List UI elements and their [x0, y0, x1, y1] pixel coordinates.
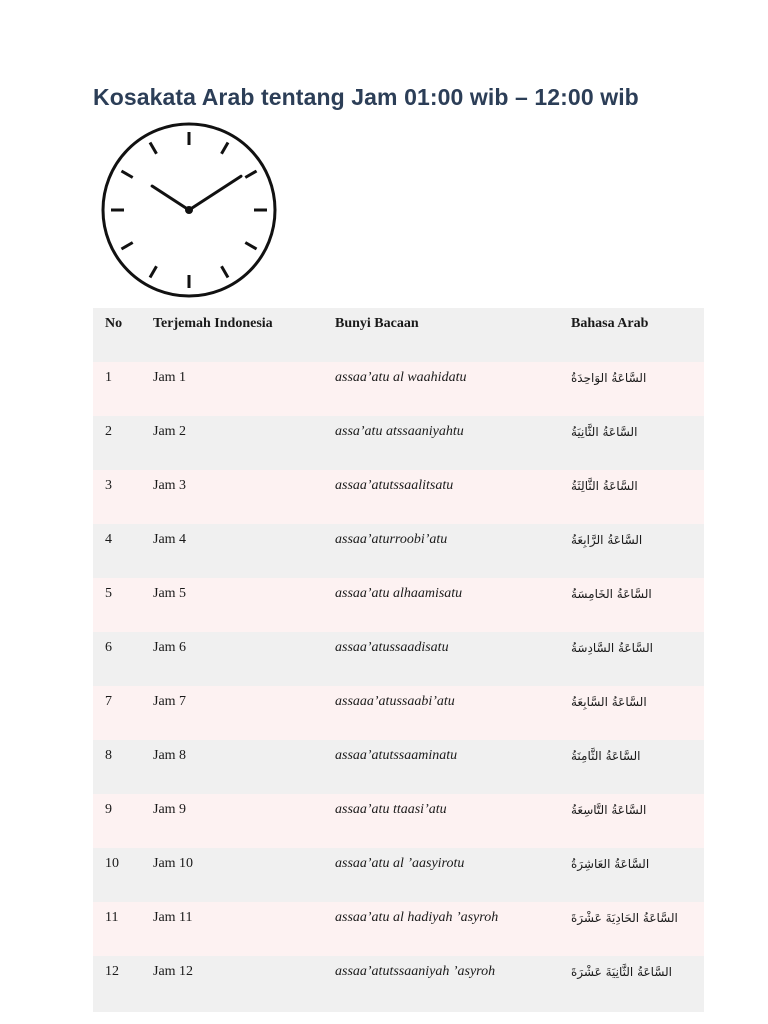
- cell-bunyi-bacaan: assaa’atu al waahidatu: [335, 370, 467, 385]
- cell-terjemah-indonesia: Jam 9: [153, 802, 187, 817]
- cell-bahasa-arab: السَّاعَةُ الثَّانِيَةُ: [571, 425, 638, 439]
- cell-no: 2: [105, 424, 112, 439]
- cell-no: 6: [105, 640, 112, 655]
- cell-bunyi-bacaan: assaa’atu alhaamisatu: [335, 586, 463, 601]
- header-bunyi-bacaan: Bunyi Bacaan: [335, 316, 419, 331]
- cell-bahasa-arab: السَّاعَةُ السَّادِسَةُ: [571, 641, 653, 655]
- cell-bunyi-bacaan: assa’atu atssaaniyahtu: [335, 424, 464, 439]
- cell-terjemah-indonesia: Jam 11: [153, 910, 193, 925]
- cell-terjemah-indonesia: Jam 2: [153, 424, 187, 439]
- cell-bunyi-bacaan: assaa’atu ttaasi’atu: [335, 802, 447, 817]
- table-row: [93, 740, 704, 794]
- cell-no: 3: [105, 478, 112, 493]
- cell-bahasa-arab: السَّاعَةُ السَّابِعَةُ: [571, 695, 647, 709]
- cell-no: 12: [105, 964, 119, 979]
- cell-bunyi-bacaan: assaa’atutssaalitsatu: [335, 478, 454, 493]
- page-title: Kosakata Arab tentang Jam 01:00 wib – 12:00 wib: [93, 84, 639, 110]
- table-row: [93, 578, 704, 632]
- cell-no: 8: [105, 748, 112, 763]
- table-row: [93, 794, 704, 848]
- cell-bahasa-arab: السَّاعَةُ التَّاسِعَةُ: [571, 803, 647, 817]
- table-row: [93, 632, 704, 686]
- cell-bunyi-bacaan: assaa’aturroobi’atu: [335, 532, 448, 547]
- cell-no: 7: [105, 694, 112, 709]
- cell-bahasa-arab: السَّاعَةُ الخَامِسَةُ: [571, 587, 652, 601]
- cell-bahasa-arab: السَّاعَةُ العَاشِرَةُ: [571, 857, 650, 871]
- cell-bahasa-arab: السَّاعَةُ الثَّالِثَةُ: [571, 479, 638, 493]
- cell-no: 10: [105, 856, 119, 871]
- cell-terjemah-indonesia: Jam 7: [153, 694, 187, 709]
- table-row: [93, 362, 704, 416]
- cell-terjemah-indonesia: Jam 8: [153, 748, 187, 763]
- cell-bahasa-arab: السَّاعَةُ الحَادِيَةَ عَشْرَةَ: [571, 911, 678, 925]
- table-row: [93, 524, 704, 578]
- cell-bunyi-bacaan: assaa’atu al ’aasyirotu: [335, 856, 465, 871]
- cell-no: 4: [105, 532, 112, 547]
- table-row: [93, 416, 704, 470]
- cell-terjemah-indonesia: Jam 10: [153, 856, 194, 871]
- cell-no: 9: [105, 802, 112, 817]
- header-bahasa-arab: Bahasa Arab: [571, 316, 649, 331]
- cell-terjemah-indonesia: Jam 12: [153, 964, 194, 979]
- cell-terjemah-indonesia: Jam 6: [153, 640, 187, 655]
- cell-bunyi-bacaan: assaaa’atussaabi’atu: [335, 694, 455, 709]
- cell-no: 11: [105, 910, 119, 925]
- cell-bahasa-arab: السَّاعَةُ الثَّانِيَةَ عَشْرَةَ: [571, 965, 673, 979]
- cell-bahasa-arab: السَّاعَةُ الوَاحِدَةُ: [571, 371, 647, 385]
- cell-bunyi-bacaan: assaa’atutssaaniyah ’asyroh: [335, 964, 496, 979]
- cell-terjemah-indonesia: Jam 1: [153, 370, 187, 385]
- clock-face: [103, 124, 275, 296]
- cell-terjemah-indonesia: Jam 5: [153, 586, 187, 601]
- cell-terjemah-indonesia: Jam 3: [153, 478, 187, 493]
- table-row: [93, 686, 704, 740]
- cell-terjemah-indonesia: Jam 4: [153, 532, 187, 547]
- table-row: [93, 902, 704, 956]
- table-row: [93, 848, 704, 902]
- table-body: [93, 362, 704, 1012]
- cell-bunyi-bacaan: assaa’atussaadisatu: [335, 640, 449, 655]
- header-terjemah-indonesia: Terjemah Indonesia: [153, 316, 273, 331]
- vocabulary-table-container: [93, 308, 704, 1012]
- cell-bunyi-bacaan: assaa’atutssaaminatu: [335, 748, 458, 763]
- table-row: [93, 470, 704, 524]
- table-header-row: [93, 308, 704, 362]
- cell-bunyi-bacaan: assaa’atu al hadiyah ’asyroh: [335, 910, 499, 925]
- cell-no: 1: [105, 370, 112, 385]
- vocabulary-table: [93, 308, 704, 1012]
- cell-no: 5: [105, 586, 112, 601]
- cell-bahasa-arab: السَّاعَةُ الثَّامِنَةُ: [571, 749, 641, 763]
- header-no: No: [105, 316, 123, 331]
- clock-center-pin: [185, 206, 193, 214]
- cell-bahasa-arab: السَّاعَةُ الرَّابِعَةُ: [571, 533, 643, 547]
- table-row: [93, 956, 704, 1012]
- analog-clock-icon: [96, 121, 282, 299]
